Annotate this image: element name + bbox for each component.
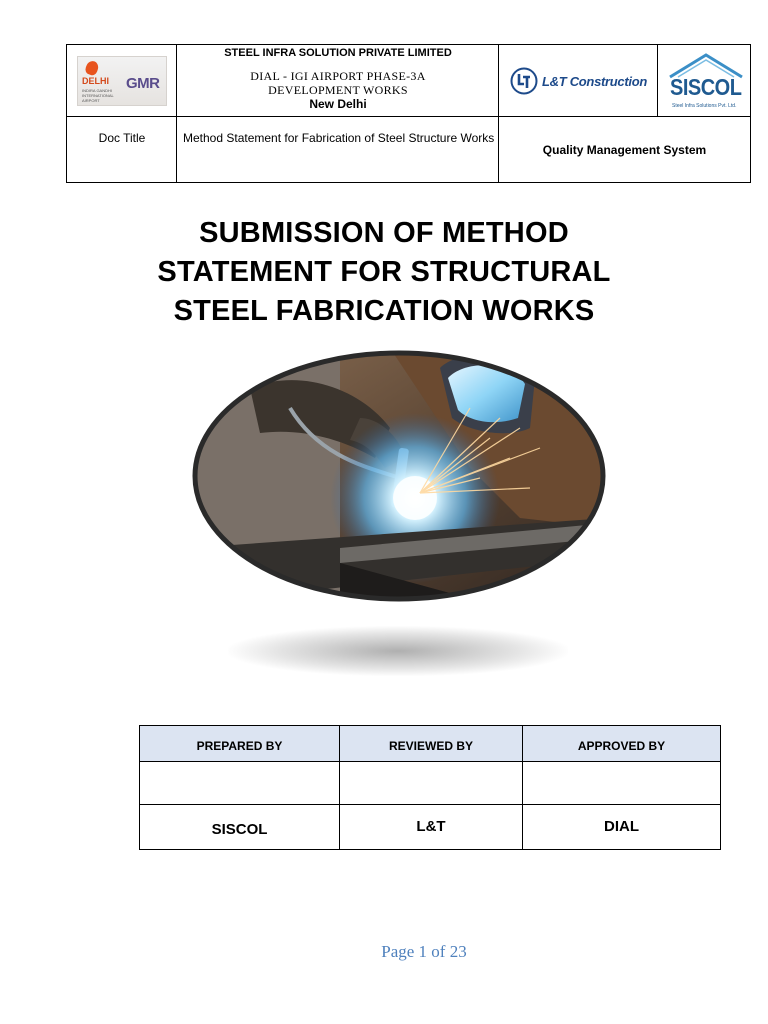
title-line-2: STATEMENT FOR STRUCTURAL	[157, 256, 611, 288]
delhi-logo-text: DELHI	[82, 76, 109, 86]
project-line-2: DEVELOPMENT WORKS	[268, 83, 408, 97]
delhi-logo-subtext: INDIRA GANDHI INTERNATIONAL AIRPORT	[82, 88, 114, 103]
project-name	[177, 69, 499, 97]
approved-by-header: APPROVED BY	[577, 739, 666, 753]
project-title-cell	[177, 45, 499, 117]
lt-emblem-icon	[510, 67, 538, 95]
approval-table	[139, 725, 721, 850]
welding-photo	[190, 348, 608, 604]
client-logo-cell	[67, 45, 177, 117]
contractor-logo-cell	[499, 45, 658, 117]
siscol-logo-subtitle: Steel Infra Solutions Pvt. Ltd.	[672, 103, 737, 109]
flame-icon	[84, 59, 100, 76]
doc-title-value: Method Statement for Fabrication of Steel Structure Works	[183, 131, 495, 145]
document-header-table	[66, 44, 751, 183]
vendor-logo-cell	[658, 45, 750, 117]
siscol-logo-text: SISCOL	[670, 75, 742, 101]
reviewed-by-header: REVIEWED BY	[388, 739, 473, 753]
title-line-3: STEEL FABRICATION WORKS	[173, 295, 595, 327]
photo-shadow	[228, 626, 568, 676]
gmr-logo-text: GMR	[126, 75, 160, 92]
project-line-1: DIAL - IGI AIRPORT PHASE-3A	[250, 69, 426, 83]
reviewed-by-party: L&T	[416, 818, 446, 835]
title-line-1: SUBMISSION OF METHOD	[199, 217, 569, 249]
project-city: New Delhi	[309, 97, 367, 111]
lt-construction-logo-text: L&T Construction	[542, 73, 647, 89]
quality-system-label: Quality Management System	[542, 143, 707, 157]
prepared-by-header: PREPARED BY	[196, 739, 283, 753]
page-title	[84, 214, 684, 331]
doc-title-label: Doc Title	[98, 131, 146, 145]
page-number: Page 1 of 23	[381, 942, 467, 961]
prepared-by-party: SISCOL	[211, 821, 268, 838]
company-name: STEEL INFRA SOLUTION PRIVATE LIMITED	[224, 47, 452, 59]
approved-by-party: DIAL	[604, 818, 639, 835]
delhi-gmr-logo	[77, 56, 167, 106]
